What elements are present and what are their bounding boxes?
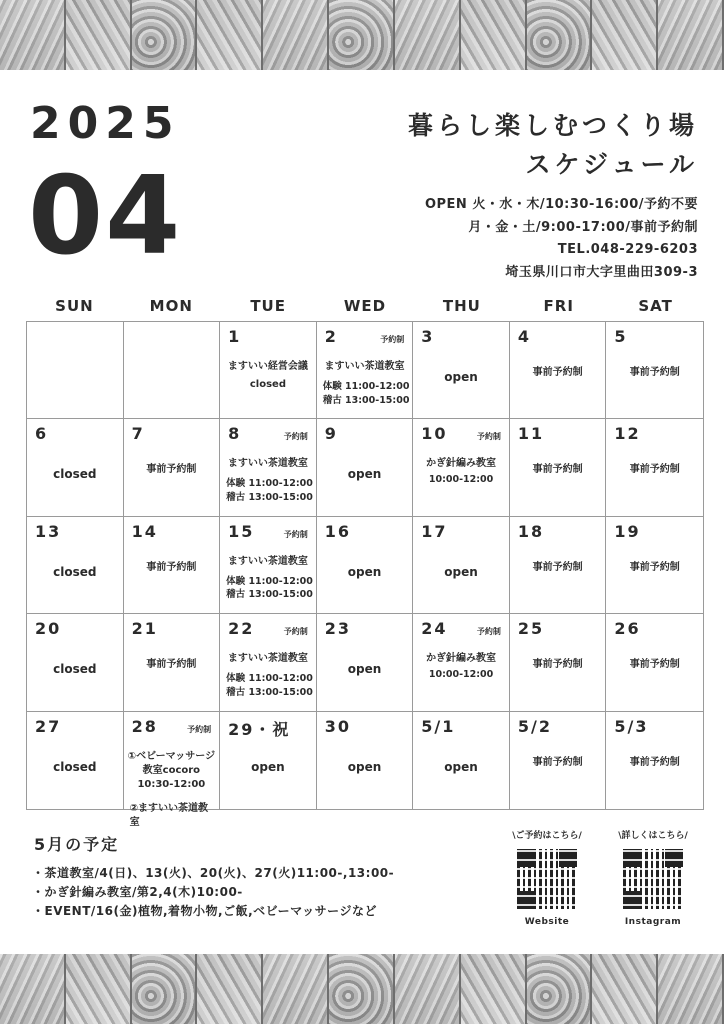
event-times [415, 473, 507, 487]
title-line-2: スケジュール [525, 150, 698, 179]
instagram-qr-block[interactable] [608, 828, 698, 927]
event-line: 事前予約制 [532, 756, 583, 768]
weekday-label: SUN [55, 297, 94, 315]
day-number: 6 [35, 424, 49, 444]
event-line: 教室cocoro [142, 764, 201, 776]
calendar-day-cell [124, 614, 221, 711]
calendar-day-cell [413, 614, 510, 711]
event-line: closed [53, 564, 97, 579]
info-phone: TEL.048-229-6203 [557, 242, 698, 257]
event-line: ますいい茶道教室 [227, 653, 308, 665]
calendar-day-cell [220, 614, 317, 711]
page-title [408, 106, 698, 184]
calendar-grid [26, 321, 704, 828]
day-number: 27 [35, 716, 62, 736]
event-time-line: 稽古 13:00-15:00 [226, 686, 313, 698]
event-text [319, 565, 411, 579]
event-time-line: 10:00-12:00 [428, 474, 494, 486]
day-number: 15 [228, 521, 255, 541]
event-line: 事前予約制 [146, 464, 197, 476]
day-number: 19 [614, 521, 641, 541]
day-number: 5/2 [517, 716, 552, 736]
calendar-day-cell [220, 322, 317, 419]
event-line: 事前予約制 [532, 561, 583, 573]
day-number: 12 [614, 424, 641, 444]
calendar-day-cell [27, 517, 124, 614]
day-number: 24 [421, 619, 448, 639]
calendar-day-cell [317, 419, 414, 516]
event-line: かぎ針編み教室 [426, 458, 497, 470]
reservation-tag: 予約制 [380, 335, 405, 344]
event-line: open [444, 759, 478, 774]
qr-caption: \詳しくはこちら/ [618, 831, 688, 841]
reservation-tag: 予約制 [283, 529, 308, 539]
event-text [126, 463, 218, 477]
calendar-day-cell [606, 322, 703, 419]
reservation-tag: 予約制 [476, 432, 501, 442]
day-number: 11 [517, 424, 545, 444]
event-line: open [251, 759, 285, 774]
event-time-line: 10:00-12:00 [428, 669, 494, 681]
event-times [415, 668, 507, 682]
day-number: 20 [35, 619, 62, 639]
event-line: closed [53, 662, 97, 677]
event-times [222, 575, 314, 602]
day-number: 5/1 [421, 716, 456, 736]
event-line: closed [53, 759, 97, 774]
event-text [29, 662, 121, 676]
event-line: 10:30-12:00 [137, 778, 206, 790]
event-line: open [347, 467, 382, 482]
event-line: 事前予約制 [532, 464, 583, 476]
qr-label: Website [524, 917, 570, 927]
calendar-day-cell [510, 419, 607, 516]
event-text [512, 756, 604, 770]
event-text [608, 658, 701, 672]
calendar-day-cell [510, 517, 607, 614]
event-text [222, 652, 314, 699]
qr-caption: \ご予約はこちら/ [512, 831, 582, 841]
event-text [222, 555, 314, 602]
day-number: 9 [324, 424, 338, 444]
day-number: 7 [131, 424, 145, 444]
event-line: 事前予約制 [532, 659, 583, 671]
event-time-line: 稽古 13:00-15:00 [226, 589, 313, 601]
weekday-label: SAT [638, 297, 673, 315]
event-text [512, 561, 604, 575]
event-times [222, 672, 314, 699]
event-line: ますいい茶道教室 [227, 458, 308, 470]
may-schedule-list [32, 864, 394, 921]
event-text [319, 662, 411, 676]
event-text [319, 360, 411, 407]
calendar-day-cell [606, 419, 703, 516]
event-line: closed [53, 467, 97, 482]
may-schedule-item: ・EVENT/16(金)植物,着物小物,ご飯,ベビーマッサージなど [32, 904, 377, 918]
day-number: 10 [421, 424, 448, 444]
calendar-day-cell [510, 322, 607, 419]
event-line: ますいい茶道教室 [227, 555, 308, 567]
day-number: 5/3 [614, 716, 649, 736]
calendar-day-cell [510, 712, 607, 809]
event-text [608, 561, 701, 575]
day-number: 4 [517, 327, 531, 346]
reservation-tag: 予約制 [283, 627, 308, 637]
calendar-day-cell [510, 614, 607, 711]
event-line: open [444, 370, 478, 384]
year: 2025 [30, 98, 181, 149]
calendar-day-cell [317, 322, 414, 419]
calendar-day-cell [220, 419, 317, 516]
calendar-day-cell [317, 517, 414, 614]
reservation-tag: 予約制 [187, 724, 212, 734]
calendar-day-cell [27, 322, 124, 419]
day-number: 23 [324, 619, 351, 639]
event-line: open [347, 564, 382, 579]
day-number: 17 [421, 521, 448, 541]
event-line: closed [249, 379, 286, 390]
calendar-day-cell [606, 517, 703, 614]
event-line: open [347, 759, 382, 774]
event-line: ますいい経営会議 [227, 361, 308, 372]
month-number: 04 [28, 154, 183, 279]
may-schedule-item: ・茶道教室/4(日)、13(火)、20(火)、27(火)11:00-,13:00- [32, 866, 395, 880]
event-line: 事前予約制 [532, 367, 583, 378]
instagram-qr-code[interactable] [623, 849, 683, 909]
calendar-day-cell [124, 322, 221, 419]
event-line: ②ますいい茶道教室 [129, 802, 209, 828]
event-text [126, 561, 218, 575]
wood-texture-top [0, 0, 724, 70]
event-time-line: 体験 11:00-12:00 [226, 478, 313, 490]
qr-label: Instagram [624, 917, 682, 927]
event-text [415, 565, 507, 579]
day-number: 13 [35, 521, 62, 541]
title-line-1: 暮らし楽しむつくり場 [407, 111, 698, 140]
event-text [415, 457, 507, 487]
day-number: 22 [228, 619, 255, 639]
reservation-tag: 予約制 [283, 432, 308, 442]
calendar-day-cell [220, 712, 317, 809]
event-text [415, 760, 507, 774]
info-hours-2: 月・金・土/9:00-17:00/事前予約制 [468, 219, 698, 235]
calendar-day-cell [220, 517, 317, 614]
info-hours-1: OPEN 火・水・木/10:30-16:00/予約不要 [424, 197, 698, 212]
event-text [319, 467, 411, 481]
website-qr-block[interactable] [502, 828, 592, 927]
day-number: 21 [131, 619, 158, 639]
event-times [319, 380, 411, 407]
event-text [415, 652, 507, 682]
event-text [512, 463, 604, 477]
weekday-label: TUE [250, 297, 286, 315]
calendar-day-cell [413, 322, 510, 419]
event-time-line: 体験 11:00-12:00 [226, 575, 313, 587]
calendar-day-cell [413, 419, 510, 516]
day-number: 3 [421, 327, 435, 346]
day-number: 8 [228, 424, 242, 444]
event-line: 事前予約制 [629, 659, 680, 671]
calendar-day-cell [27, 419, 124, 516]
event-line: ますいい茶道教室 [324, 361, 405, 372]
calendar-day-cell [413, 517, 510, 614]
day-number: 16 [324, 521, 351, 541]
calendar-day-cell [27, 712, 124, 809]
may-schedule-title: 5月の予定 [34, 835, 120, 854]
day-number: 28 [131, 716, 158, 736]
opening-info [425, 194, 698, 284]
calendar-day-cell [413, 712, 510, 809]
event-time-line: 稽古 13:00-15:00 [226, 491, 313, 503]
weekday-label: MON [149, 297, 193, 315]
event-text [608, 366, 701, 380]
day-number: 18 [517, 521, 545, 541]
event-text [222, 457, 314, 504]
event-text [222, 360, 314, 392]
weekday-label: THU [442, 297, 481, 315]
event-line: 事前予約制 [146, 659, 197, 671]
info-address: 埼玉県川口市大字里曲田309-3 [505, 264, 698, 280]
calendar-day-cell [606, 712, 703, 809]
event-text [126, 750, 218, 830]
may-schedule-item: ・かぎ針編み教室/第2,4(木)10:00- [32, 885, 243, 899]
event-text [415, 370, 507, 384]
event-text [608, 463, 701, 477]
event-text [29, 467, 121, 481]
calendar-day-cell [124, 712, 221, 828]
day-number: 30 [324, 716, 351, 736]
day-number: 25 [517, 619, 545, 639]
event-line: かぎ針編み教室 [426, 653, 497, 665]
event-text [608, 756, 701, 770]
event-line: 事前予約制 [629, 464, 680, 476]
event-line: 事前予約制 [629, 561, 680, 573]
event-text [319, 760, 411, 774]
event-time-line: 稽古 13:00-15:00 [322, 394, 410, 406]
day-number: 26 [614, 619, 641, 639]
calendar-day-cell [317, 712, 414, 809]
calendar-day-cell [317, 614, 414, 711]
day-number: 29・祝 [228, 719, 291, 739]
day-number: 1 [228, 327, 242, 346]
event-time-line: 体験 11:00-12:00 [322, 381, 410, 392]
event-line: ①ベビーマッサージ [127, 750, 216, 762]
weekday-header [26, 297, 704, 315]
day-number: 14 [131, 521, 158, 541]
event-time-line: 体験 11:00-12:00 [226, 673, 313, 685]
event-line: 事前予約制 [629, 367, 680, 378]
event-text [512, 658, 604, 672]
event-line: open [444, 564, 478, 579]
calendar-day-cell [606, 614, 703, 711]
website-qr-code[interactable] [517, 849, 577, 909]
event-text [29, 565, 121, 579]
weekday-label: WED [343, 297, 387, 315]
day-number: 2 [324, 327, 338, 346]
day-number: 5 [614, 327, 628, 346]
event-times [222, 477, 314, 504]
reservation-tag: 予約制 [476, 627, 501, 637]
event-text [126, 658, 218, 672]
wood-texture-bottom [0, 954, 724, 1024]
calendar-day-cell [27, 614, 124, 711]
event-line: 事前予約制 [629, 756, 680, 768]
event-text [512, 366, 604, 380]
event-text [222, 760, 314, 774]
calendar-day-cell [124, 419, 221, 516]
event-line: open [347, 662, 382, 677]
event-text [29, 760, 121, 774]
event-line: 事前予約制 [146, 561, 197, 573]
calendar-day-cell [124, 517, 221, 614]
weekday-label: FRI [543, 297, 574, 315]
